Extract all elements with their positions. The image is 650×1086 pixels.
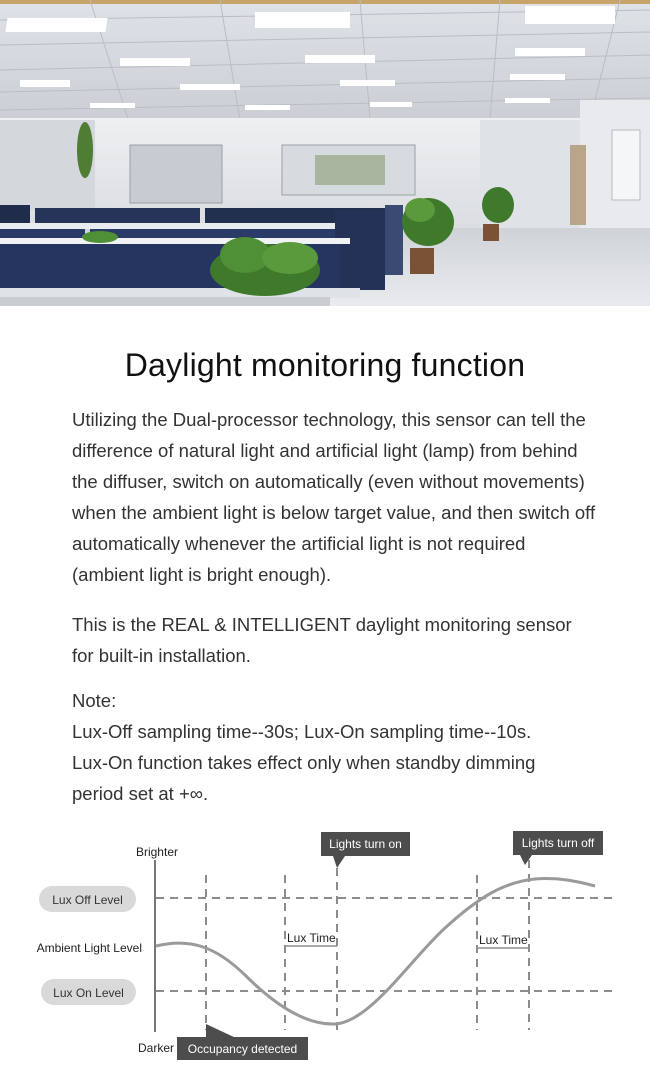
note-paragraph <box>72 685 612 809</box>
intelligent-sensor-paragraph <box>72 609 612 671</box>
lux-time-label-1: Lux Time <box>287 931 336 945</box>
description-line: (ambient light is bright enough). <box>72 564 332 585</box>
lights-turn-off-label: Lights turn off <box>521 836 595 850</box>
lights-turn-on-label: Lights turn on <box>329 837 402 851</box>
daylight-diagram-svg <box>0 820 650 1086</box>
darker-label: Darker <box>137 1041 174 1055</box>
description-line: for built-in installation. <box>72 645 251 666</box>
description-line: automatically whenever the artificial light is not required <box>72 533 526 554</box>
lights-turn-on-tag-pointer <box>333 856 345 868</box>
page-title: Daylight monitoring function <box>124 347 526 383</box>
occupancy-tag-pointer <box>206 1024 236 1038</box>
description-line: Utilizing the Dual-processor technology, this sensor can tell the <box>72 409 586 430</box>
description-line: when the ambient light is below target value, and then switch off <box>72 502 596 523</box>
occupancy-detected-label: Occupancy detected <box>187 1042 298 1056</box>
lights-turn-off-tag-pointer <box>520 855 532 865</box>
office-photo <box>0 0 650 306</box>
note-line: Lux-Off sampling time--30s; Lux-On sampling time--10s. <box>72 721 532 742</box>
description-paragraph <box>72 404 617 590</box>
ambient-light-level-label: Ambient Light Level <box>36 941 142 955</box>
brighter-label: Brighter <box>135 845 178 859</box>
description-line: This is the REAL & INTELLIGENT daylight monitoring sensor <box>72 614 572 635</box>
daylight-diagram <box>0 820 650 1086</box>
lux-off-level-label: Lux Off Level <box>52 893 123 907</box>
lux-on-level-label: Lux On Level <box>53 986 124 1000</box>
note-heading: Note: <box>72 690 117 711</box>
description-line: the diffuser, switch on automatically (even without movements) <box>72 471 585 492</box>
office-photo-illustration <box>0 0 650 306</box>
note-line: period set at +∞. <box>72 783 209 804</box>
note-line: Lux-On function takes effect only when standby dimming <box>72 752 536 773</box>
lux-time-label-2: Lux Time <box>479 933 528 947</box>
description-line: difference of natural light and artificial light (lamp) from behind <box>72 440 578 461</box>
